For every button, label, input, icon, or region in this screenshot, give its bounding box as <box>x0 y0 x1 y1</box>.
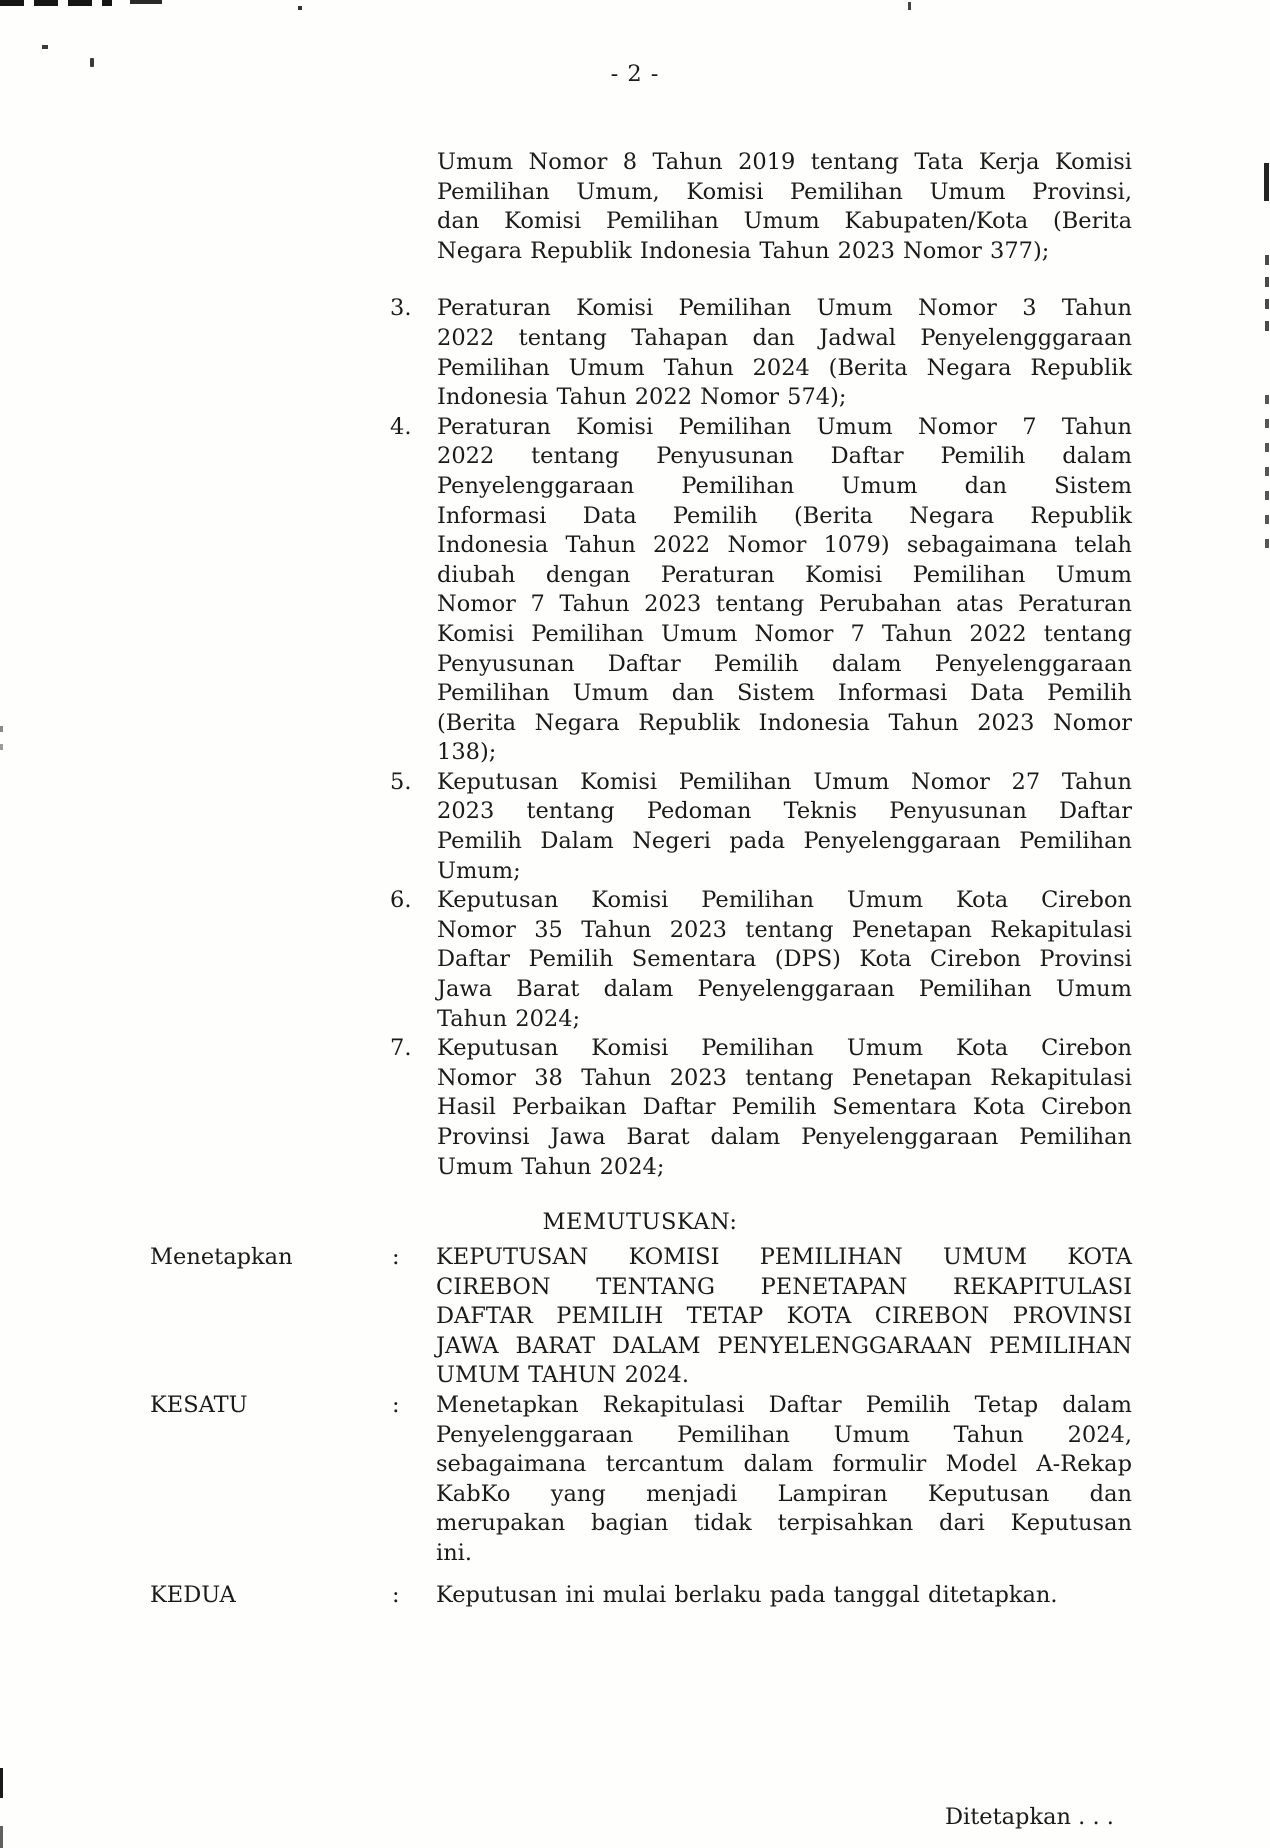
text-line: ini. <box>436 1539 473 1566</box>
text-line: Penyusunan Daftar Pemilih dalam Penyelenggaraan <box>437 650 1132 677</box>
text-line: Hasil Perbaikan Daftar Pemilih Sementara Kota Cirebon <box>437 1094 1132 1121</box>
text-line: Negara Republik Indonesia Tahun 2023 Nomor 377); <box>437 237 1050 264</box>
preamble-item <box>390 768 1132 886</box>
text-line: Penyelenggaraan Pemilihan Umum Tahun 2024, <box>436 1421 1132 1448</box>
text-line: Peraturan Komisi Pemilihan Umum Nomor 7 Tahun <box>437 413 1132 440</box>
preamble-item <box>390 1034 1132 1182</box>
text-line: Jawa Barat dalam Penyelenggaraan Pemilihan Umum <box>437 976 1132 1003</box>
text-line: Pemilihan Umum dan Sistem Informasi Data Pemilih <box>437 680 1132 707</box>
decision-item-colon: : <box>392 1391 400 1418</box>
text-line: KabKo yang menjadi Lampiran Keputusan dan <box>436 1480 1132 1507</box>
preamble-item-number: 3. <box>390 295 412 322</box>
text-line: Nomor 38 Tahun 2023 tentang Penetapan Rekapitulasi <box>437 1064 1132 1091</box>
text-line: 138); <box>437 739 497 766</box>
text-line: Tahun 2024; <box>437 1005 581 1032</box>
text-line: CIREBON TENTANG PENETAPAN REKAPITULASI <box>436 1273 1132 1300</box>
decision-item <box>150 1391 1132 1569</box>
text-line: Provinsi Jawa Barat dalam Penyelenggaraan Pemilihan <box>437 1124 1132 1150</box>
preamble-item <box>390 148 1132 266</box>
decision-item-label: KESATU <box>150 1391 248 1418</box>
scan-artifact-dot <box>298 6 302 10</box>
text-line: Penyelenggaraan Pemilihan Umum dan Sistem <box>437 472 1132 499</box>
decision-list <box>150 1243 1132 1610</box>
scan-artifact-speck <box>90 58 94 67</box>
text-line: Umum Tahun 2024; <box>437 1153 665 1180</box>
preamble-item-text <box>437 148 1132 266</box>
text-line: Informasi Data Pemilih (Berita Negara Republik <box>437 502 1132 529</box>
preamble-item-text <box>437 768 1132 886</box>
scan-artifact-right-edge <box>1265 255 1269 340</box>
preamble-item-number: 6. <box>390 887 412 914</box>
decision-item <box>150 1581 1132 1611</box>
scan-artifact-left-edge <box>0 744 3 750</box>
text-line: Keputusan ini mulai berlaku pada tanggal ditetapkan. <box>436 1581 1058 1608</box>
text-line: Pemilih Dalam Negeri pada Penyelenggaraan Pemilihan <box>437 828 1132 855</box>
text-line: JAWA BARAT DALAM PENYELENGGARAAN PEMILIHAN <box>436 1332 1132 1359</box>
preamble-item-text <box>437 886 1132 1034</box>
text-line: Indonesia Tahun 2022 Nomor 1079) sebagaimana telah <box>437 532 1132 559</box>
decision-item-colon: : <box>392 1244 400 1270</box>
scan-artifact-right-edge <box>1264 163 1269 201</box>
text-line: Pemilihan Umum, Komisi Pemilihan Umum Provinsi, <box>437 178 1132 205</box>
scan-artifact-right-edge <box>1265 395 1269 560</box>
footer-continuation: Ditetapkan . . . <box>945 1804 1114 1830</box>
scan-artifact-dot <box>908 2 911 10</box>
preamble-item-text <box>437 294 1132 412</box>
text-line: Daftar Pemilih Sementara (DPS) Kota Cirebon Provinsi <box>437 946 1132 973</box>
text-line: Keputusan Komisi Pemilihan Umum Nomor 27 Tahun <box>437 768 1132 795</box>
text-line: sebagaimana tercantum dalam formulir Model A-Rekap <box>436 1451 1132 1478</box>
scan-artifact-speck <box>42 45 48 49</box>
scan-artifact-bottom-edge <box>0 1826 3 1848</box>
text-line: Keputusan Komisi Pemilihan Umum Kota Cirebon <box>437 887 1132 914</box>
text-line: 2022 tentang Penyusunan Daftar Pemilih dalam <box>437 443 1132 470</box>
text-line: 2022 tentang Tahapan dan Jadwal Penyelengggaraan <box>437 324 1132 351</box>
text-line: diubah dengan Peraturan Komisi Pemilihan Umum <box>437 561 1132 588</box>
text-line: (Berita Negara Republik Indonesia Tahun 2023 Nomor <box>437 709 1132 736</box>
preamble-item-number: 7. <box>390 1035 412 1062</box>
decision-item <box>150 1243 1132 1391</box>
text-line: Nomor 35 Tahun 2023 tentang Penetapan Rekapitulasi <box>437 916 1132 943</box>
decision-item-label: Menetapkan <box>150 1244 293 1270</box>
scan-artifact-left-edge <box>0 726 3 732</box>
preamble-list <box>390 148 1132 1182</box>
preamble-item-text <box>437 1034 1132 1182</box>
text-line: KEPUTUSAN KOMISI PEMILIHAN UMUM KOTA <box>436 1244 1132 1270</box>
text-line: Nomor 7 Tahun 2023 tentang Perubahan atas Peraturan <box>437 591 1132 618</box>
text-line: dan Komisi Pemilihan Umum Kabupaten/Kota (Berita <box>437 208 1132 235</box>
preamble-item <box>390 886 1132 1034</box>
preamble-item <box>390 413 1132 768</box>
text-line: UMUM TAHUN 2024. <box>436 1362 690 1389</box>
preamble-item-number: 4. <box>390 413 412 440</box>
text-line: Indonesia Tahun 2022 Nomor 574); <box>437 384 847 411</box>
decision-item-text <box>436 1391 1132 1569</box>
text-line: Peraturan Komisi Pemilihan Umum Nomor 3 Tahun <box>437 295 1132 322</box>
scan-artifact-bottom-edge <box>0 1768 3 1798</box>
decision-item-text <box>436 1243 1132 1391</box>
text-line: Keputusan Komisi Pemilihan Umum Kota Cirebon <box>437 1035 1132 1062</box>
decision-item-label: KEDUA <box>150 1581 236 1608</box>
text-line: 2023 tentang Pedoman Teknis Penyusunan Daftar <box>437 798 1132 825</box>
scan-artifact-top-strip <box>0 0 112 6</box>
decision-heading: MEMUTUSKAN: <box>542 1209 738 1235</box>
decision-item-colon: : <box>392 1581 400 1608</box>
text-line: merupakan bagian tidak terpisahkan dari Keputusan <box>436 1510 1132 1537</box>
decision-item-text <box>436 1581 1132 1611</box>
preamble-item-number: 5. <box>390 768 412 795</box>
text-line: Umum; <box>437 857 521 884</box>
preamble-item-text <box>437 413 1132 768</box>
text-line: Menetapkan Rekapitulasi Daftar Pemilih Tetap dalam <box>436 1391 1132 1418</box>
text-line: Komisi Pemilihan Umum Nomor 7 Tahun 2022 tentang <box>437 620 1132 647</box>
page-number: - 2 - <box>610 61 660 87</box>
scan-artifact-top-dash <box>130 0 162 4</box>
text-line: Umum Nomor 8 Tahun 2019 tentang Tata Kerja Komisi <box>437 149 1132 175</box>
text-line: Pemilihan Umum Tahun 2024 (Berita Negara Republik <box>437 354 1132 381</box>
text-line: DAFTAR PEMILIH TETAP KOTA CIREBON PROVINSI <box>436 1303 1132 1330</box>
preamble-item <box>390 294 1132 412</box>
preamble-item-number <box>390 148 437 266</box>
